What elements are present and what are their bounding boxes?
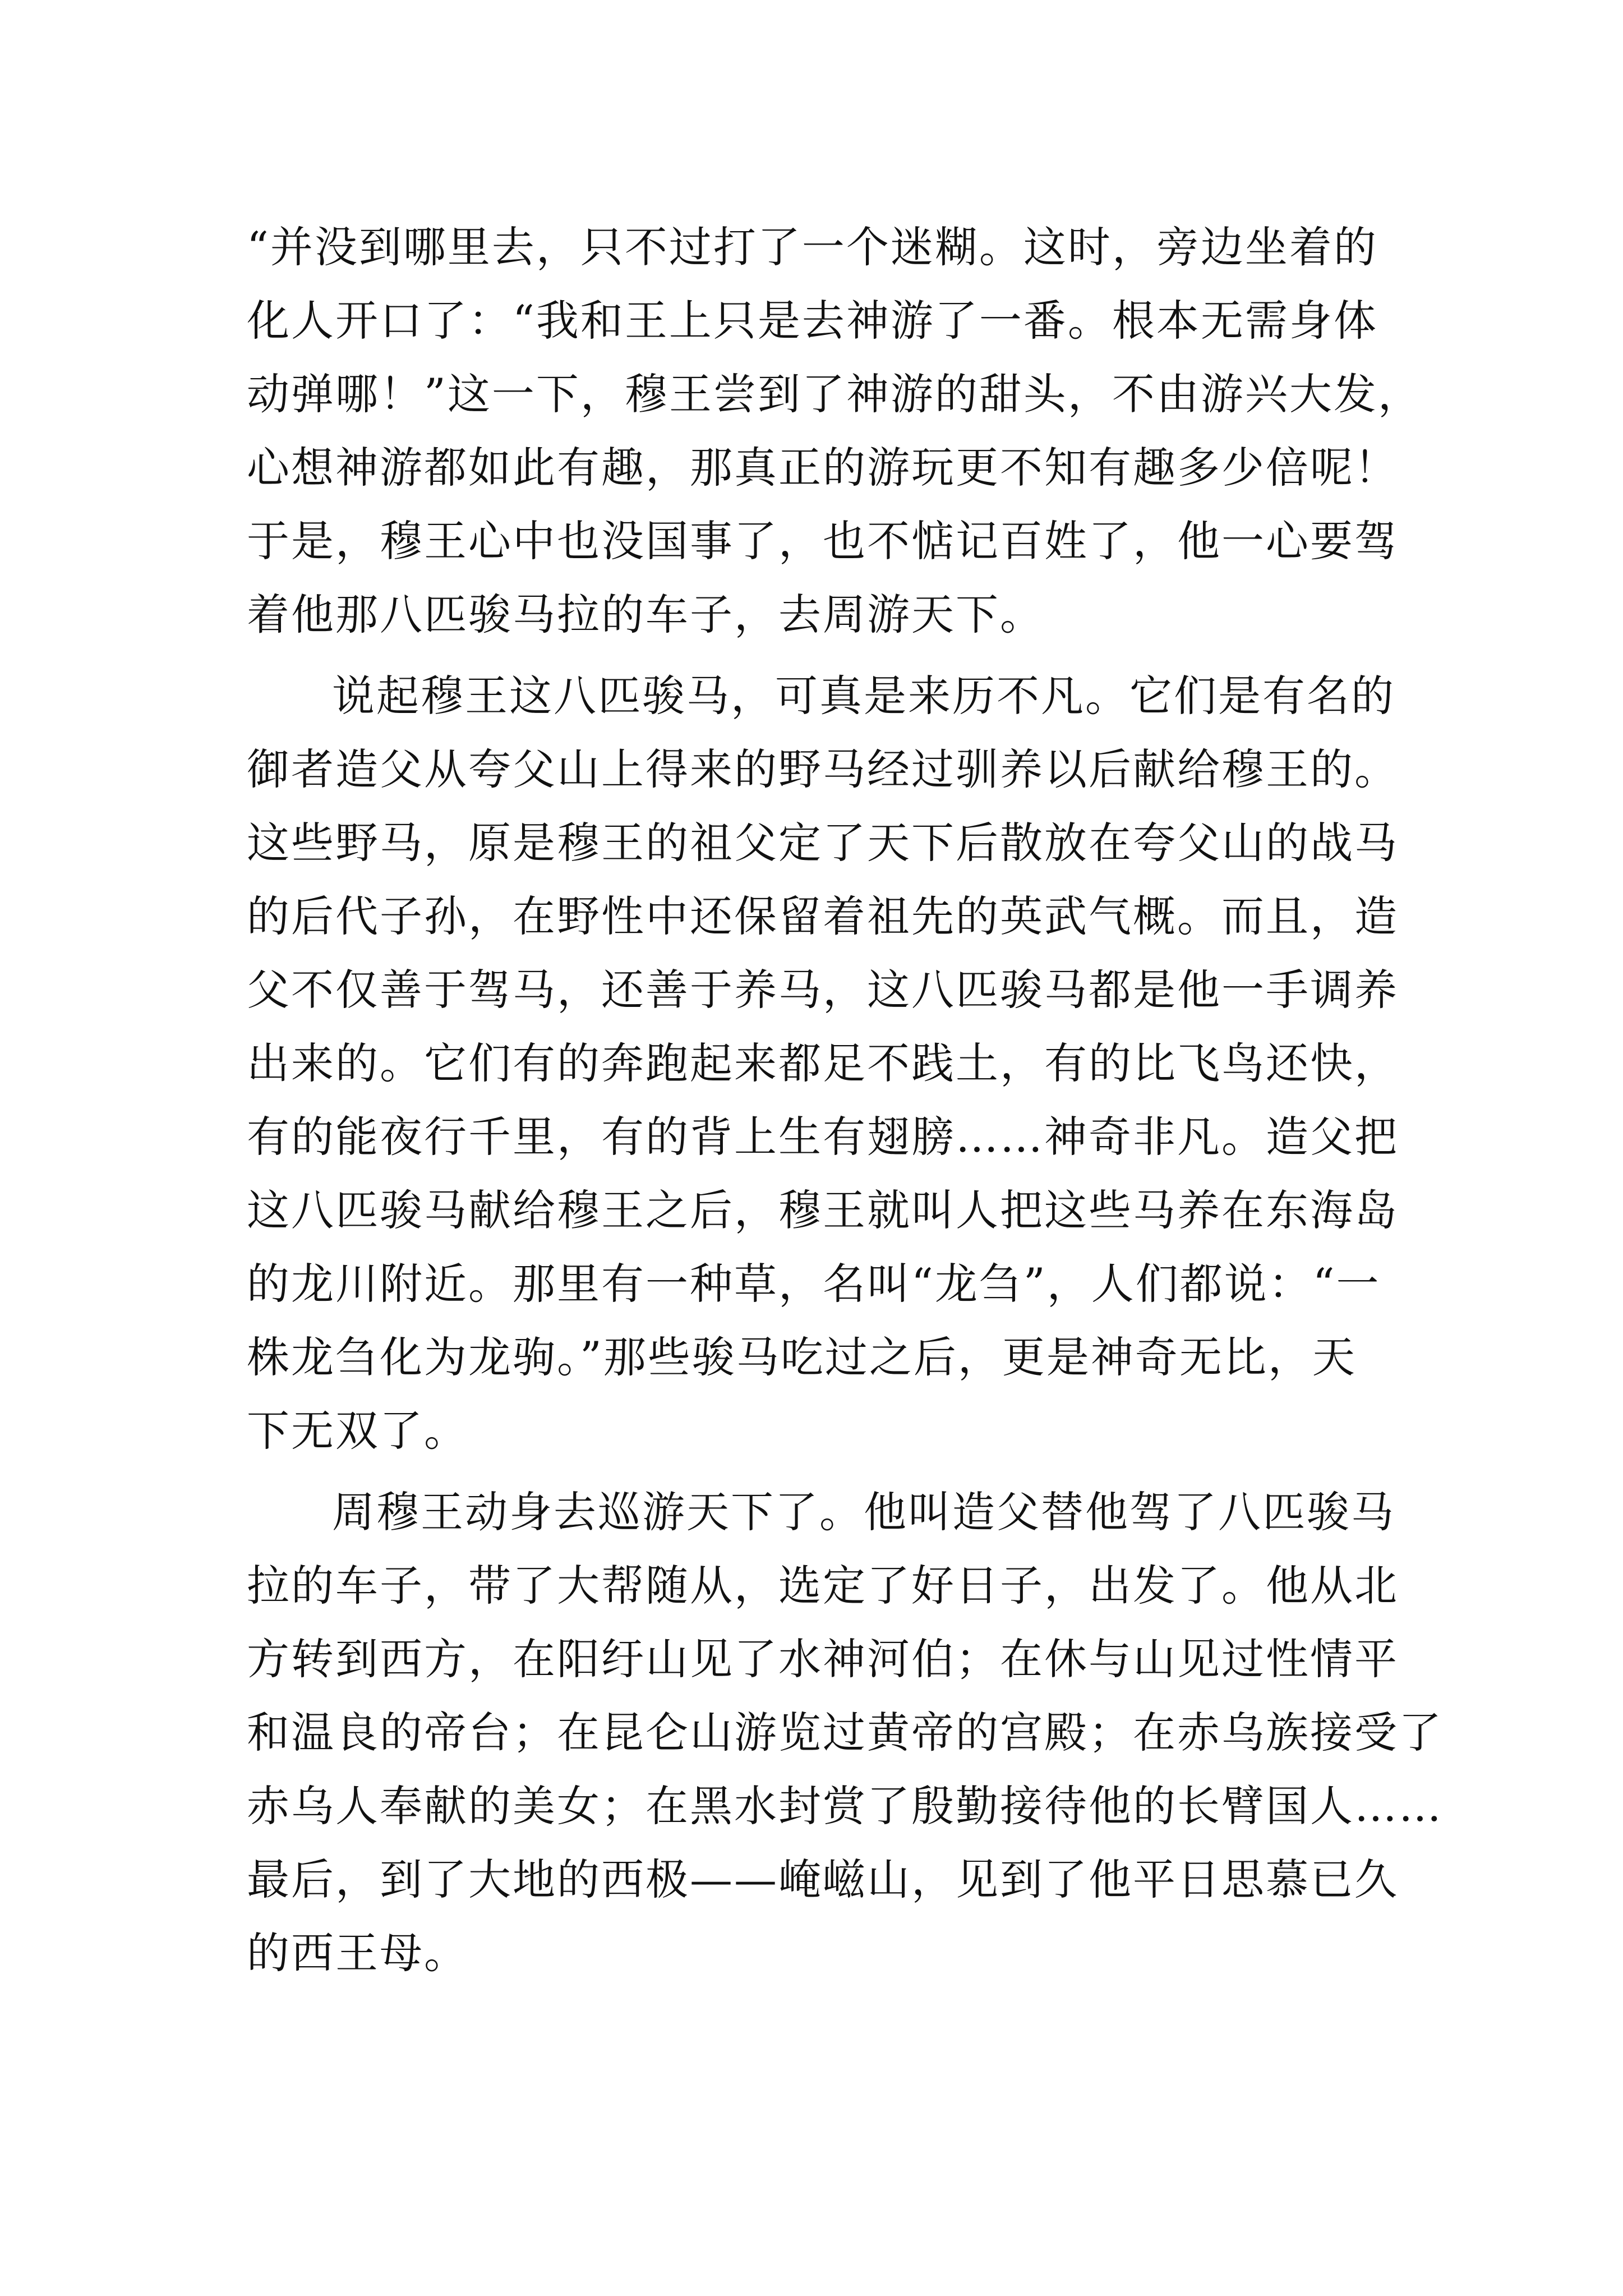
- text-line: 株龙刍化为龙驹。”那些骏马吃过之后，更是神奇无比，天: [247, 1332, 1357, 1382]
- text-line: 着他那八匹骏马拉的车子，去周游天下。: [247, 590, 1044, 639]
- text-line: 心想神游都如此有趣，那真正的游玩更不知有趣多少倍呢！: [247, 443, 1399, 493]
- text-line: 这些野马，原是穆王的祖父定了天下后散放在夸父山的战马: [247, 818, 1399, 868]
- text-line: 的后代子孙，在野性中还保留着祖先的英武气概。而且，造: [247, 891, 1399, 941]
- text-line: 方转到西方，在阳纡山见了水神河伯；在休与山见过性情平: [247, 1634, 1399, 1684]
- text-line: 御者造父从夸父山上得来的野马经过驯养以后献给穆王的。: [247, 744, 1399, 794]
- text-line: 有的能夜行千里，有的背上生有翅膀……神奇非凡。造父把: [247, 1112, 1399, 1162]
- text-line: 最后，到了大地的西极——崦嵫山，见到了他平日思慕已久: [247, 1855, 1399, 1904]
- text-line: 和温良的帝台；在昆仑山游览过黄帝的宫殿；在赤乌族接受了: [247, 1708, 1443, 1757]
- text-line: 说起穆王这八匹骏马，可真是来历不凡。它们是有名的: [332, 671, 1395, 721]
- text-line: 这八匹骏马献给穆王之后，穆王就叫人把这些马养在东海岛: [247, 1185, 1399, 1235]
- paragraph-3: [247, 1475, 1447, 1990]
- text-line: 父不仅善于驾马，还善于养马，这八匹骏马都是他一手调养: [247, 965, 1399, 1015]
- text-line: 拉的车子，带了大帮随从，选定了好日子，出发了。他从北: [247, 1561, 1399, 1611]
- paragraph-spacer: [247, 1467, 1447, 1475]
- text-line: 于是，穆王心中也没国事了，也不惦记百姓了，他一心要驾: [247, 516, 1399, 566]
- paragraph-1: [247, 210, 1447, 651]
- text-line: 赤乌人奉献的美女；在黑水封赏了殷勤接待他的长臂国人……: [247, 1781, 1443, 1831]
- paragraph-2: [247, 659, 1447, 1467]
- text-line: “并没到哪里去，只不过打了一个迷糊。这时，旁边坐着的: [247, 222, 1378, 272]
- text-line: 的龙川附近。那里有一种草，名叫“龙刍”，人们都说：“一: [247, 1259, 1381, 1309]
- text-line: 化人开口了：“我和王上只是去神游了一番。根本无需身体: [247, 296, 1378, 346]
- text-line: 下无双了。: [247, 1406, 468, 1456]
- text-line: 的西王母。: [247, 1928, 468, 1978]
- text-line: 周穆王动身去巡游天下了。他叫造父替他驾了八匹骏马: [332, 1487, 1395, 1537]
- text-line: 动弹哪！”这一下，穆王尝到了神游的甜头，不由游兴大发，: [247, 369, 1422, 419]
- paragraph-spacer: [247, 651, 1447, 659]
- text-line: 出来的。它们有的奔跑起来都足不践土，有的比飞鸟还快，: [247, 1038, 1399, 1088]
- document-body: [247, 210, 1447, 1990]
